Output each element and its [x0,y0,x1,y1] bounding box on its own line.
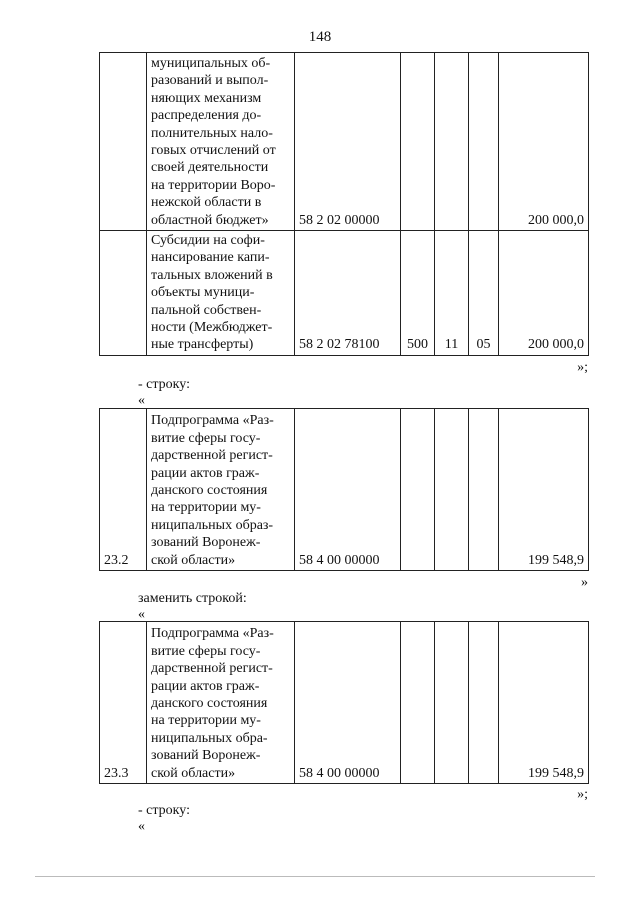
pr-cell [469,622,499,784]
csr-cell: 58 4 00 00000 [295,622,401,784]
amount-cell: 200 000,0 [499,231,589,356]
instruction-stroku: - строку: [138,803,190,818]
rz-cell [435,409,469,571]
row-number-cell: 23.3 [100,622,147,784]
row-name-cell: Подпрограмма «Раз- витие сферы госу- дарственной регист- рации актов граж- данского состояния на территории му- ниципальных образ- зований Воронеж- ской области» [147,409,295,571]
pr-cell: 05 [469,231,499,356]
table-row [100,231,589,356]
rz-cell: 11 [435,231,469,356]
opening-quote: « [138,607,145,622]
pr-cell [469,409,499,571]
instruction-stroku: - строку: [138,377,190,392]
budget-table-1 [99,52,589,356]
row-number-cell [100,53,147,231]
page-number: 148 [308,29,332,45]
rz-cell [435,622,469,784]
vr-cell: 500 [401,231,435,356]
amount-cell: 199 548,9 [499,622,589,784]
page-bottom-rule [35,876,595,877]
row-number-cell [100,231,147,356]
closing-quote: »; [577,787,588,802]
opening-quote: « [138,819,145,834]
table-row [100,53,589,231]
closing-quote: » [581,575,588,590]
rz-cell [435,53,469,231]
amount-cell: 200 000,0 [499,53,589,231]
csr-cell: 58 4 00 00000 [295,409,401,571]
amount-cell: 199 548,9 [499,409,589,571]
row-name-cell: Подпрограмма «Раз- витие сферы госу- дарственной регист- рации актов граж- данского состояния на территории му- ниципальных обра- зований Воронеж- ской области» [147,622,295,784]
closing-quote: »; [577,360,588,375]
vr-cell [401,409,435,571]
row-name-cell: Субсидии на софи- нансирование капи- тальных вложений в объекты муници- пальной собствен- ности (Межбюджет- ные трансферты) [147,231,295,356]
table-row [100,409,589,571]
csr-cell: 58 2 02 78100 [295,231,401,356]
csr-cell: 58 2 02 00000 [295,53,401,231]
instruction-zamenit: заменить строкой: [138,591,247,606]
table-row [100,622,589,784]
pr-cell [469,53,499,231]
row-name-cell: муниципальных об- разований и выпол- няющих механизм распределения до- полнительных нало- говых отчислений от своей деятельности на территории Воро- нежской области в областной бюджет» [147,53,295,231]
budget-table-2 [99,408,589,571]
row-number-cell: 23.2 [100,409,147,571]
budget-table-3 [99,621,589,784]
vr-cell [401,53,435,231]
opening-quote: « [138,393,145,408]
vr-cell [401,622,435,784]
